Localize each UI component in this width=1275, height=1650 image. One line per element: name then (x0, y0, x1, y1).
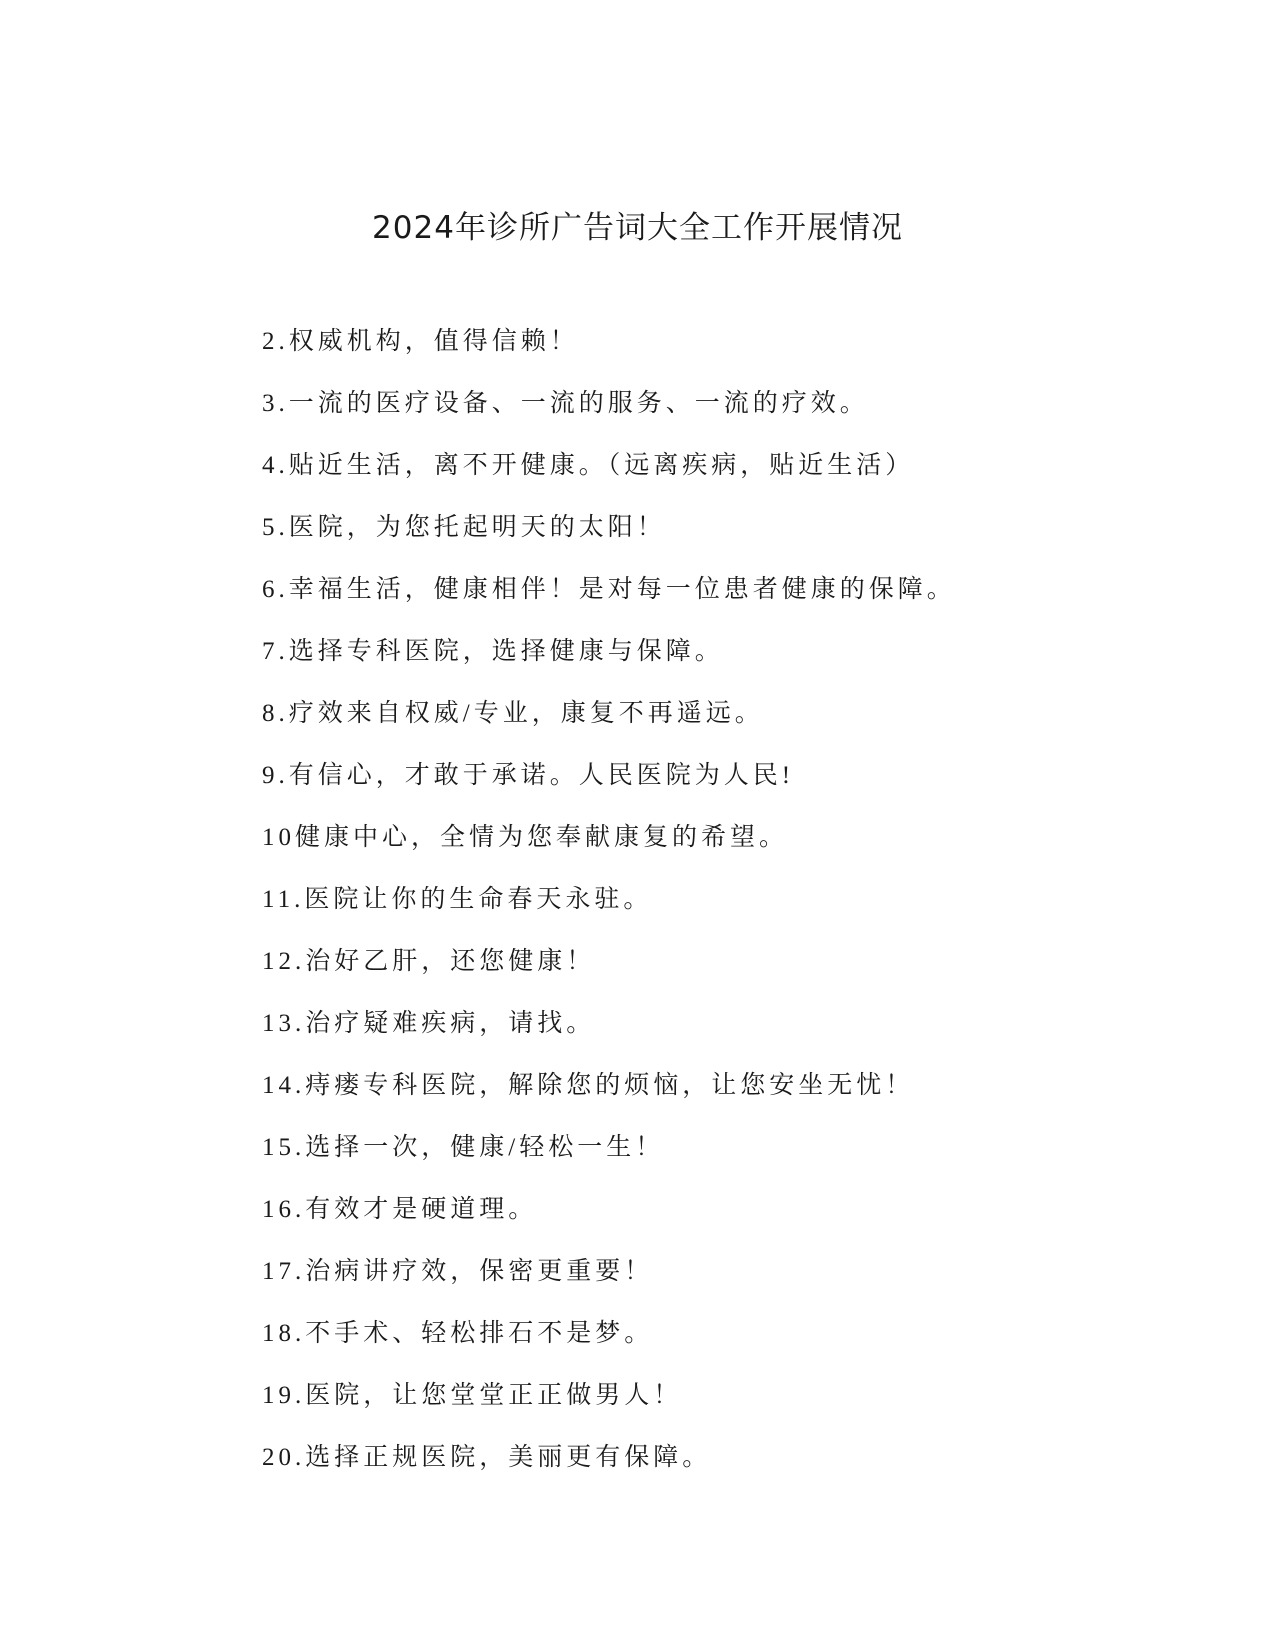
slogan-item: 10健康中心，全情为您奉献康复的希望。 (262, 824, 789, 851)
slogan-item: 19.医院，让您堂堂正正做男人！ (262, 1382, 683, 1409)
slogan-item: 20.选择正规医院，美丽更有保障。 (262, 1444, 712, 1471)
slogan-item: 7.选择专科医院，选择健康与保障。 (262, 638, 724, 665)
slogan-item: 17.治病讲疗效，保密更重要！ (262, 1258, 654, 1285)
slogan-item: 5.医院，为您托起明天的太阳！ (262, 514, 666, 541)
slogan-item: 15.选择一次，健康/轻松一生！ (262, 1134, 665, 1161)
slogan-item: 18.不手术、轻松排石不是梦。 (262, 1320, 654, 1347)
document-title: 2024年诊所广告词大全工作开展情况 (372, 210, 903, 246)
slogan-item: 3.一流的医疗设备、一流的服务、一流的疗效。 (262, 390, 869, 417)
slogan-list (262, 322, 1162, 1500)
slogan-item: 6.幸福生活，健康相伴！是对每一位患者健康的保障。 (262, 576, 956, 603)
slogan-item: 11.医院让你的生命春天永驻。 (262, 886, 653, 913)
slogan-item: 8.疗效来自权威/专业，康复不再遥远。 (262, 700, 764, 727)
slogan-item: 14.痔瘘专科医院，解除您的烦恼，让您安坐无忧！ (262, 1072, 915, 1099)
slogan-item: 12.治好乙肝，还您健康！ (262, 948, 596, 975)
slogan-item: 13.治疗疑难疾病，请找。 (262, 1010, 596, 1037)
slogan-item: 9.有信心，才敢于承诺。人民医院为人民! (262, 762, 795, 789)
slogan-item: 4.贴近生活，离不开健康。（远离疾病，贴近生活） (262, 452, 915, 479)
slogan-item: 2.权威机构，值得信赖！ (262, 328, 579, 355)
slogan-item: 16.有效才是硬道理。 (262, 1196, 538, 1223)
